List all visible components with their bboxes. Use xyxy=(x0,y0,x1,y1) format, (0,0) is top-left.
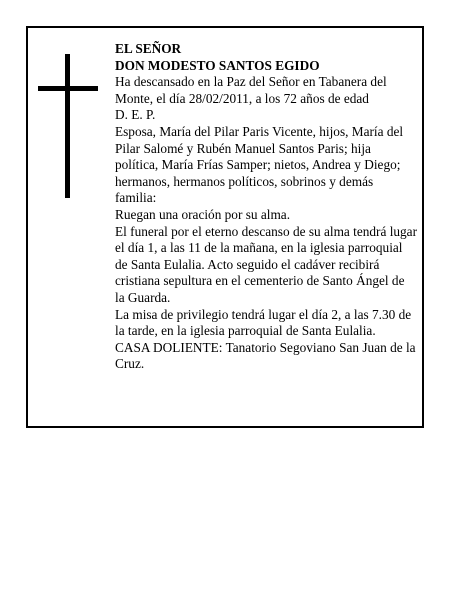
obituary-notice xyxy=(26,26,424,428)
cross-icon xyxy=(38,54,100,198)
cross-horizontal-bar xyxy=(38,86,98,91)
prayer-request: Ruegan una oración por su alma. xyxy=(115,206,291,222)
family-list: Esposa, María del Pilar Paris Vicente, hijos, María del Pilar Salomé y Rubén Manuel Santos Paris; hija política, María Frías Samper; nietos, Andrea y Diego; hermanos, hermanos políticos, sobrinos y demás familia: xyxy=(115,123,404,206)
notice-title: EL SEÑOR xyxy=(115,41,182,56)
passing-statement: Ha descansado en la Paz del Señor en Tabanera del Monte, el día 28/02/2011, a los 72 años de edad xyxy=(115,74,387,106)
mourning-house: CASA DOLIENTE: Tanatorio Segoviano San Juan de la Cruz. xyxy=(115,339,416,372)
notice-text xyxy=(115,41,417,373)
mass-details: La misa de privilegio tendrá lugar el día 2, a las 7.30 de la tarde, en la iglesia parroquial de Santa Eulalia. xyxy=(115,306,412,339)
rip-line: D. E. P. xyxy=(115,107,156,123)
funeral-details: El funeral por el eterno descanso de su alma tendrá lugar el día 1, a las 11 de la mañana, en la iglesia parroquial de Santa Eulalia. Acto seguido el cadáver recibirá cristiana sepultura en el cementerio de Santo Ángel de la Guarda. xyxy=(115,223,418,305)
cross-vertical-bar xyxy=(65,54,70,198)
deceased-name: DON MODESTO SANTOS EGIDO xyxy=(115,57,320,73)
